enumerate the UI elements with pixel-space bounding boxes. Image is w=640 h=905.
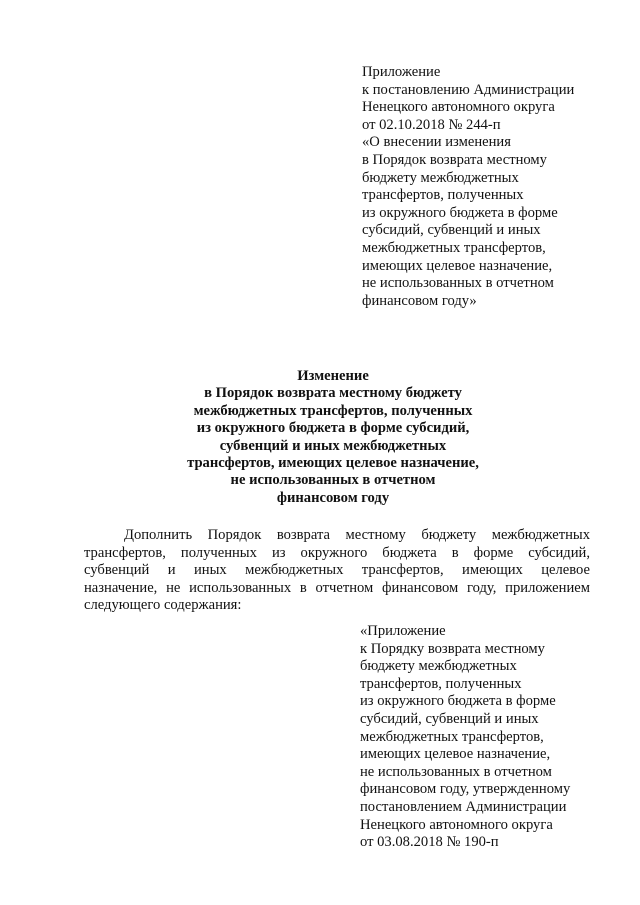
header-appendix-line: от 02.10.2018 № 244-п bbox=[362, 116, 501, 133]
title-line: в Порядок возврата местному бюджету bbox=[204, 385, 462, 402]
quoted-appendix-line: имеющих целевое назначение, bbox=[360, 746, 551, 763]
header-appendix-line: Ненецкого автономного округа bbox=[362, 99, 555, 116]
header-appendix-line: межбюджетных трансфертов, bbox=[362, 239, 546, 256]
title-line: трансфертов, имеющих целевое назначение, bbox=[187, 455, 479, 472]
header-appendix-line: не использованных в отчетном bbox=[362, 275, 554, 292]
title-line: не использованных в отчетном bbox=[230, 472, 436, 489]
title-line: межбюджетных трансфертов, полученных bbox=[193, 402, 473, 419]
header-appendix-line: бюджету межбюджетных bbox=[362, 169, 519, 186]
quoted-appendix-line: «Приложение bbox=[360, 623, 446, 639]
quoted-appendix-line: субсидий, субвенций и иных bbox=[360, 710, 539, 727]
header-appendix-line: трансфертов, полученных bbox=[362, 187, 524, 204]
body-paragraph bbox=[84, 527, 590, 615]
quoted-appendix-line: из окружного бюджета в форме bbox=[360, 693, 556, 710]
body-line: субвенций и иных межбюджетных трансфертов, имеющих целевое bbox=[84, 562, 590, 579]
body-line: следующего содержания: bbox=[84, 597, 242, 614]
quoted-appendix-line: трансфертов, полученных bbox=[360, 675, 522, 692]
header-appendix-line: имеющих целевое назначение, bbox=[362, 257, 553, 274]
quoted-appendix-line: от 03.08.2018 № 190-п bbox=[360, 834, 499, 851]
quoted-appendix-line: бюджету межбюджетных bbox=[360, 658, 517, 675]
title-line: финансовом году bbox=[276, 489, 390, 506]
body-line: Дополнить Порядок возврата местному бюджету межбюджетных bbox=[124, 527, 590, 543]
quoted-appendix-line: постановлением Администрации bbox=[360, 798, 567, 815]
body-line: назначение, не использованных в отчетном финансовом году, приложением bbox=[84, 579, 590, 596]
quoted-appendix-line: межбюджетных трансфертов, bbox=[360, 728, 544, 745]
header-appendix-line: из окружного бюджета в форме bbox=[362, 204, 558, 221]
quoted-appendix-line: к Порядку возврата местному bbox=[360, 640, 545, 657]
document-title bbox=[150, 368, 516, 507]
title-line: Изменение bbox=[297, 368, 369, 384]
header-appendix-block bbox=[362, 64, 574, 310]
title-line: из окружного бюджета в форме субсидий, bbox=[196, 420, 470, 437]
quoted-appendix-block bbox=[360, 623, 570, 852]
quoted-appendix-line: не использованных в отчетном bbox=[360, 763, 552, 780]
header-appendix-line: финансовом году» bbox=[362, 292, 477, 309]
header-appendix-line: субсидий, субвенций и иных bbox=[362, 222, 541, 239]
header-appendix-line: к постановлению Администрации bbox=[362, 81, 575, 98]
header-appendix-line: «О внесении изменения bbox=[362, 134, 511, 151]
header-appendix-line: Приложение bbox=[362, 64, 441, 80]
header-appendix-line: в Порядок возврата местному bbox=[362, 151, 547, 168]
quoted-appendix-line: Ненецкого автономного округа bbox=[360, 816, 553, 833]
title-line: субвенций и иных межбюджетных bbox=[219, 437, 447, 454]
body-line: трансфертов, полученных из окружного бюджета в форме субсидий, bbox=[84, 544, 590, 561]
quoted-appendix-line: финансовом году, утвержденному bbox=[360, 781, 571, 798]
